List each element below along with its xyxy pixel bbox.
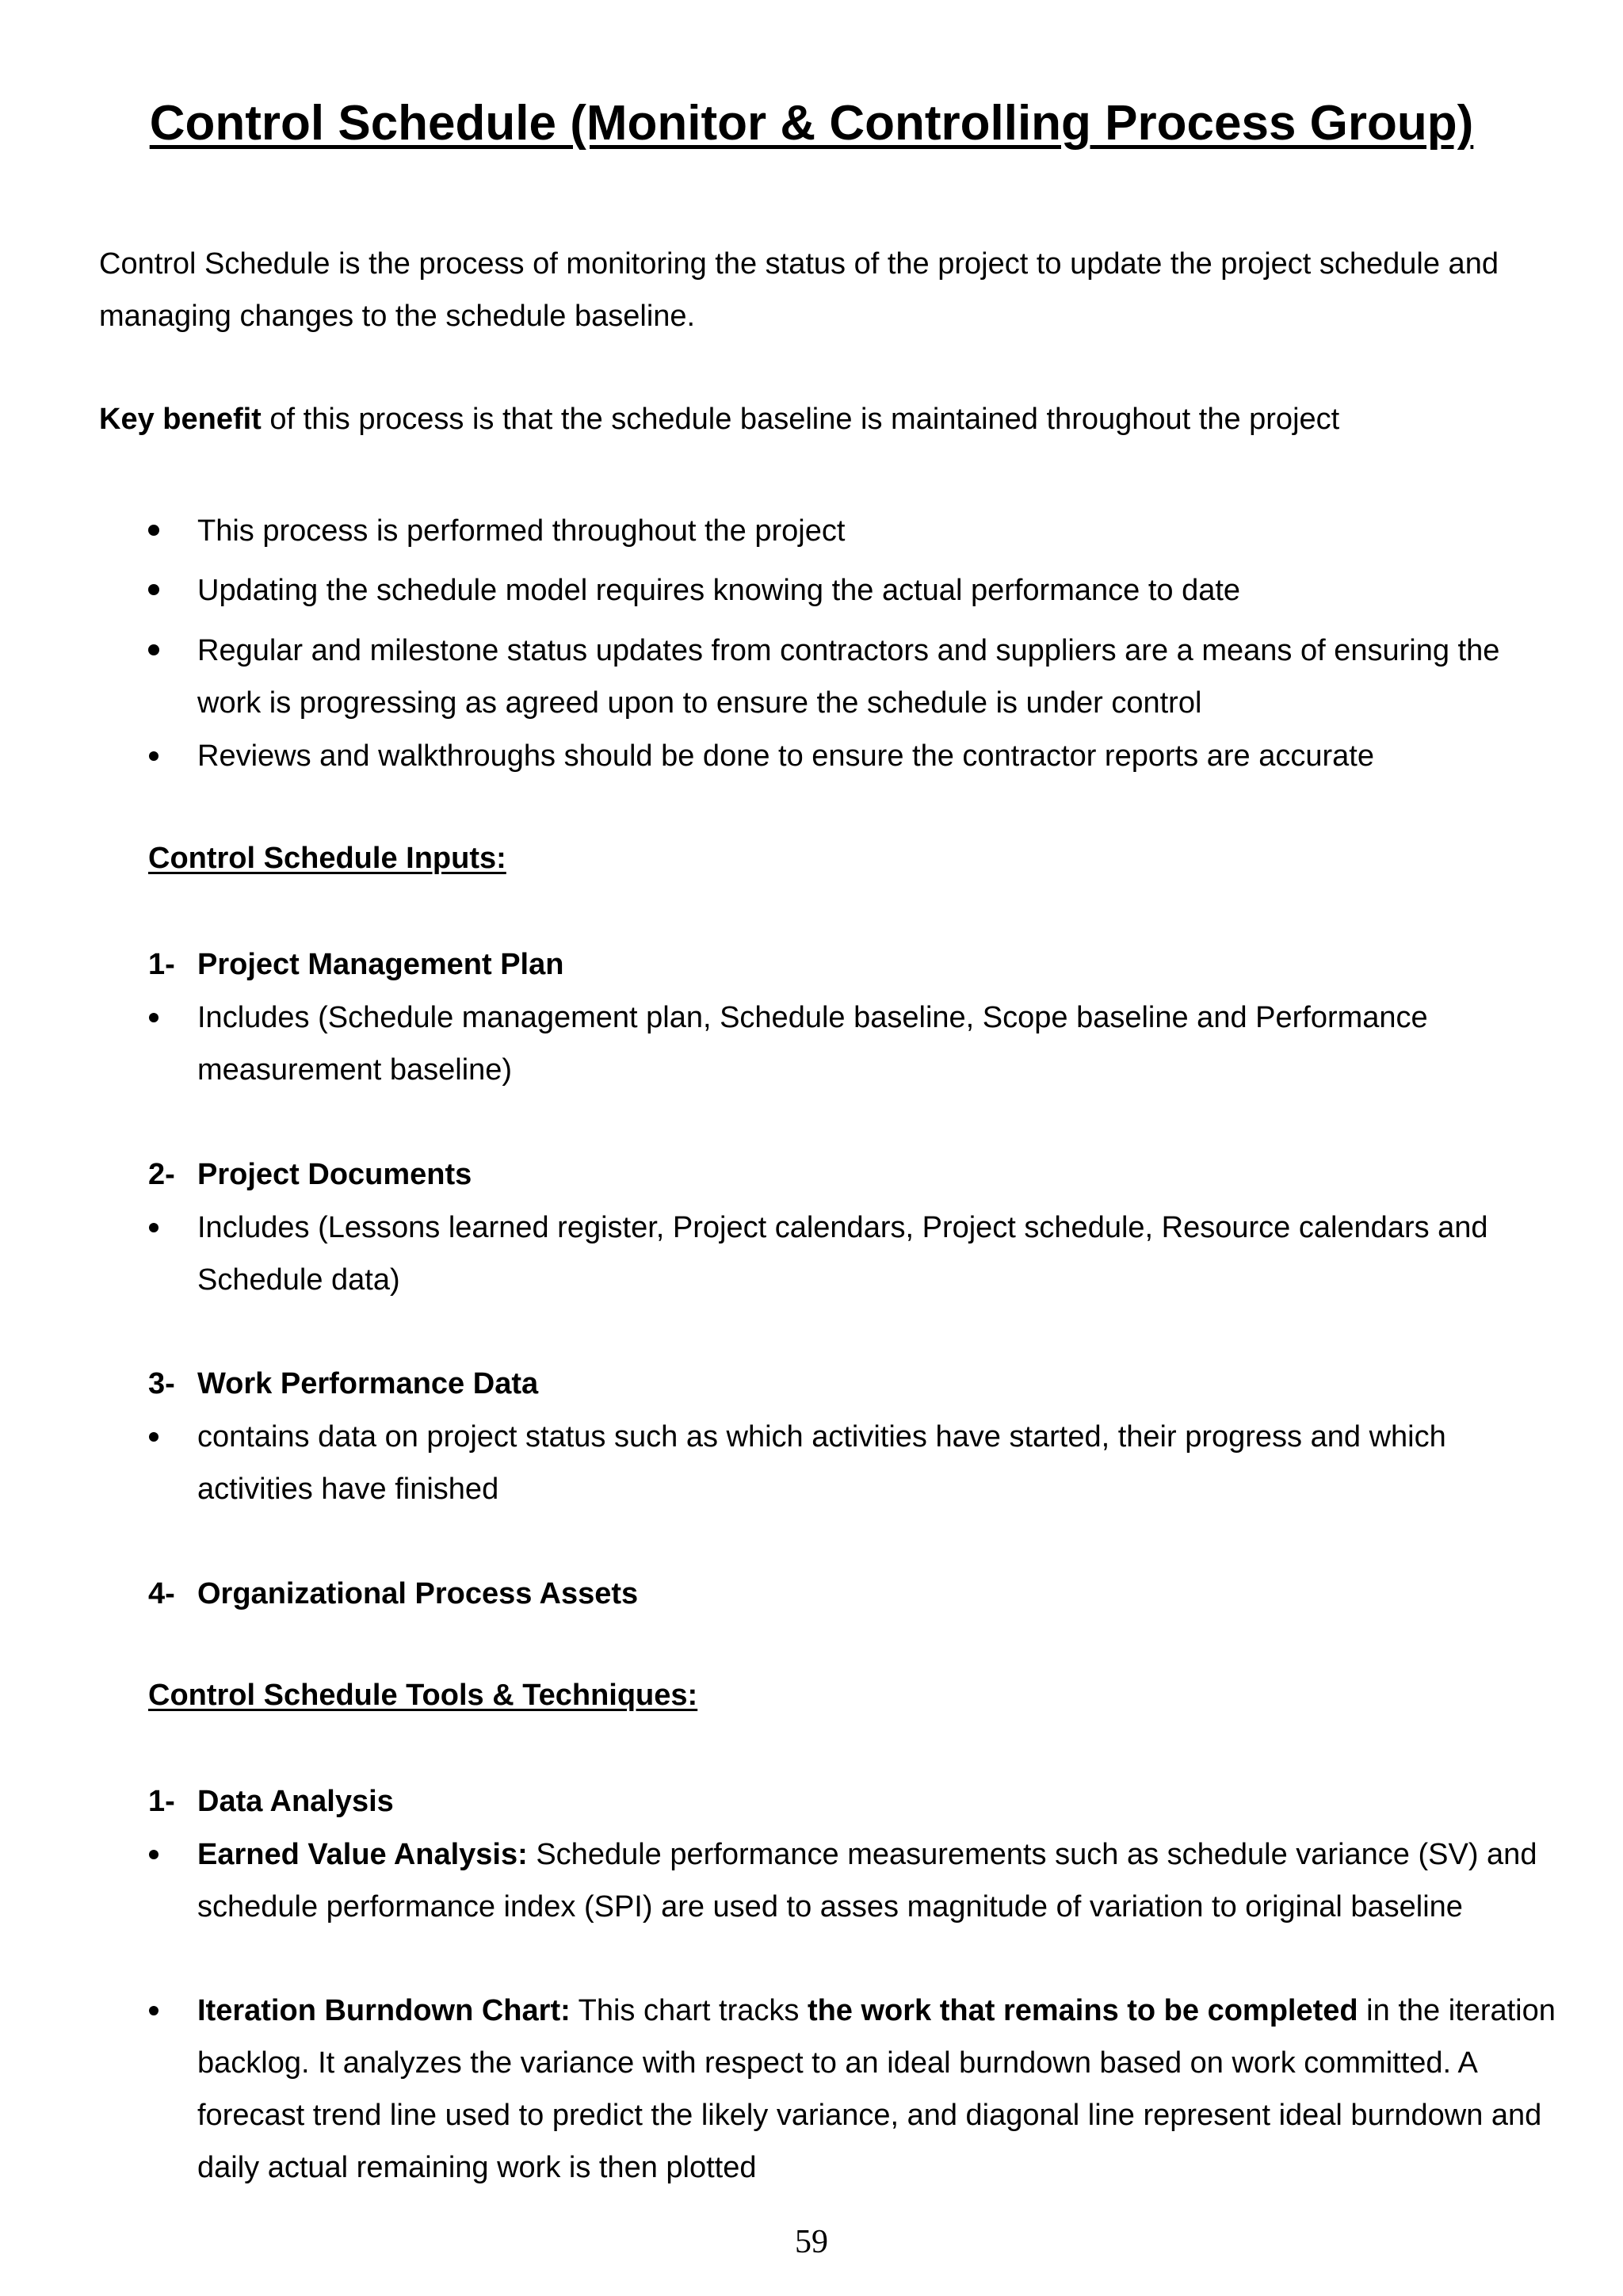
bullet-icon [149, 1432, 158, 1442]
input-item-title: 4- Organizational Process Assets [148, 1577, 639, 1610]
inputs-heading: Control Schedule Inputs: [148, 842, 506, 875]
overview-bullet: Reviews and walkthroughs should be done to ensure the contractor reports are accurate [148, 730, 1567, 782]
input-item-title: 2- Project Documents [148, 1158, 472, 1191]
bullet-icon [149, 1013, 158, 1022]
page-title: Control Schedule (Monitor & Controlling Process Group) [149, 96, 1474, 151]
key-benefit-label: Key benefit [99, 403, 262, 436]
bullet-icon [149, 2006, 158, 2015]
overview-bullet: Regular and milestone status updates from contractors and suppliers are a means of ensuring the work is progressing as agreed upon to ensure the schedule is under control [148, 625, 1567, 729]
bullet-icon [149, 751, 158, 761]
bullet-icon [149, 1223, 158, 1232]
bullet-icon [149, 1850, 158, 1859]
overview-bullet: Updating the schedule model requires knowing the actual performance to date [148, 564, 1567, 617]
input-item-bullet: Includes (Lessons learned register, Project calendars, Project schedule, Resource calendars and Schedule data) [148, 1201, 1567, 1306]
bullet-icon [148, 644, 159, 655]
tools-heading: Control Schedule Tools & Techniques: [148, 1679, 698, 1712]
evm-bullet: Earned Value Analysis: Schedule performance measurements such as schedule variance (SV) and schedule performance index (SPI) are used to asses magnitude of variation to original baseline [148, 1828, 1567, 1933]
key-benefit-paragraph [99, 393, 1557, 445]
input-item-bullet: contains data on project status such as which activities have started, their progress and which activities have finished [148, 1411, 1567, 1515]
burndown-bullet: Iteration Burndown Chart: This chart tracks the work that remains to be completed in the iteration backlog. It analyzes the variance with respect to an ideal burndown based on work committed. A forecast trend line used to predict the likely variance, and diagonal line represent ideal burndown and daily actual remaining work is then plotted [148, 1985, 1567, 2194]
input-item-title: 1- Project Management Plan [148, 948, 564, 981]
input-item-title: 3- Work Performance Data [148, 1367, 539, 1400]
tool-item-title: 1- Data Analysis [148, 1785, 394, 1818]
overview-bullet: This process is performed throughout the project [148, 505, 1567, 557]
input-item-bullet: Includes (Schedule management plan, Schedule baseline, Scope baseline and Performance measurement baseline) [148, 991, 1567, 1096]
page-number: 59 [795, 2224, 828, 2260]
intro-paragraph: Control Schedule is the process of monitoring the status of the project to update the project schedule and managing changes to the schedule baseline. [99, 247, 1499, 333]
bullet-icon [148, 525, 159, 536]
key-benefit-text: of this process is that the schedule baseline is maintained throughout the project [261, 403, 1340, 436]
bullet-icon [148, 584, 159, 595]
